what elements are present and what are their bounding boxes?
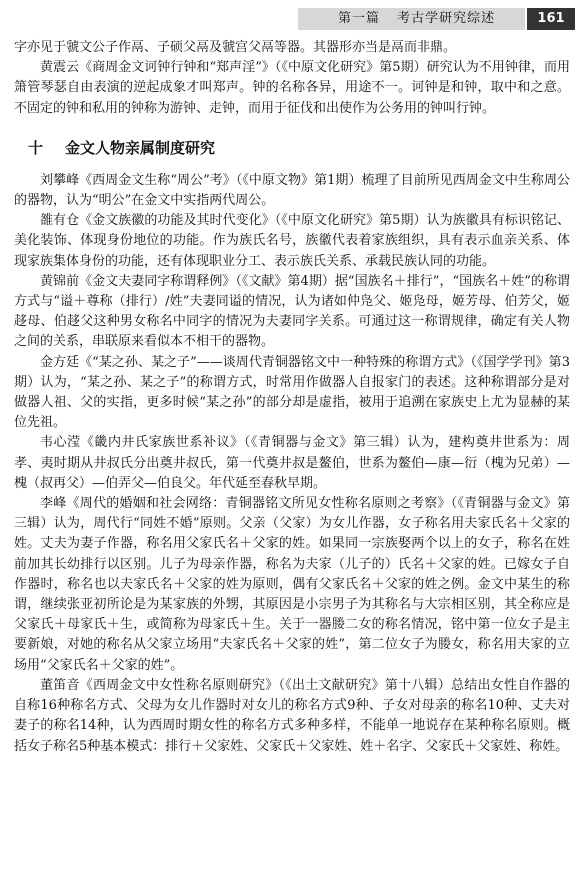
paragraph: 黄锦前《金文夫妻同字称谓释例》（《文献》第4期）据“国族名＋排行”，“国族名＋姓”的称谓方式与“谥＋尊称（排行）/姓”夫妻同谥的情况，认为诸如仲凫父、姬凫母，姬芳母、伯芳父，姬趍母、伯趍父这种男女称名中同字的情况为夫妻同字关系。可通过这一称谓规律，确定有关人物之间的关系，串联原来看似本不相干的器物。 — [14, 273, 570, 350]
section-heading — [28, 137, 570, 159]
paragraph: 李峰《周代的婚姻和社会网络：青铜器铭文所见女性称名原则之考察》（《青铜器与金文》第三辑）认为，周代行“同姓不婚”原则。父亲（父家）为女儿作器，女子称名用夫家氏名＋父家的姓。丈夫为妻子作器，称名用父家氏名＋父家的姓。如果同一宗族娶两个以上的女子，称名在姓前加其长幼排行以区别。儿子为母亲作器，称名为夫家（儿子的）氏名＋父家的姓。已嫁女子自作器时，称名也以夫家氏名＋父家的姓为原则，偶有父家氏名＋父家的姓之例。金文中某生的称谓，继续张亚初所论是为某家族的外甥，其原因是小宗男子为其称名与大宗相区别，其全称应是父家氏＋母家氏＋生，或简称为母家氏＋生。关于一器媵二女的称名情况，铭中第一位女子是主要新娘，对她的称名从父家立场用“夫家氏名＋父家的姓”，第二位女子为媵女，称名用夫家的立场用“父家氏名＋父家的姓”。 — [14, 496, 570, 673]
paragraph: 黄震云《商周金文诃钟行钟和“郑声淫”》（《中原文化研究》第5期）研究认为不用钟律，而用箫管琴瑟自由表演的逆起成象才叫郑声。钟的名称各异，用途不一。诃钟是和钟，取中和之意。不固定的钟和私用的钟称为游钟、走钟，而用于征伐和出使作为公务用的钟叫行钟。 — [14, 60, 570, 116]
header-part: 第一篇 — [338, 11, 381, 26]
header-band — [298, 8, 525, 30]
paragraph: 刘攀峰《西周金文生称“周公”考》（《中原文物》第1期）梳理了目前所见西周金文中生称周公的器物，认为“明公”在金文中实指两代周公。 — [14, 172, 570, 209]
page-number: 161 — [527, 8, 575, 30]
paragraph: 字亦见于虢文公子作鬲、子硕父鬲及虢宫父鬲等器。其器形亦当是鬲而非鼎。 — [14, 40, 457, 55]
paragraph: 董笛音《西周金文中女性称名原则研究》（《出土文献研究》第十八辑）总结出女性自作器的自称16种称名方式、父母为女儿作器时对女儿的称名方式9种、子女对母亲的称名10种、丈夫对妻子的称名14种，认为西周时期女性的称名方式多种多样，不能单一地说存在某种称名原则。概括女子称名5种基本模式：排行＋父家姓、父家氏＋父家姓、姓＋名字、父家氏＋父家姓、称姓。 — [14, 677, 570, 754]
section-title: 金文人物亲属制度研究 — [65, 138, 216, 157]
running-header — [0, 8, 583, 30]
paragraph: 金方廷《“某之孙、某之子”——谈周代青铜器铭文中一种特殊的称谓方式》（《国学学刊》第3期）认为，“某之孙、某之子”的称谓方式，时常用作做器人自报家门的表述。这种称谓部分是对做器人祖、父的实指，更多时候“某之孙”的部分却是虚指，被用于追溯在家族史上尤为显赫的某位先祖。 — [14, 354, 570, 431]
section-number: 十 — [28, 138, 44, 157]
paragraph: 雒有仓《金文族徽的功能及其时代变化》（《中原文化研究》第5期）认为族徽具有标识铭记、美化装饰、体现身份地位的功能。作为族氏名号，族徽代表着家族组织，具有表示血亲关系、体现家族集体身份的功能，还有体现职业分工、表示族氏关系、承载民族认同的功能。 — [14, 213, 570, 269]
page-body — [14, 38, 570, 757]
header-title: 考古学研究综述 — [397, 11, 496, 26]
paragraph: 韦心滢《畿内井氏家族世系补议》（《青铜器与金文》第三辑）认为，建构奠井世系为：周孝、夷时期从井叔氏分出奠井叔氏，第一代奠井叔是鳌伯，世系为鳌伯—康—衍（槐为兄弟）—槐（叔再父）—伯弄父—伯良父。年代延至春秋早期。 — [14, 435, 570, 491]
